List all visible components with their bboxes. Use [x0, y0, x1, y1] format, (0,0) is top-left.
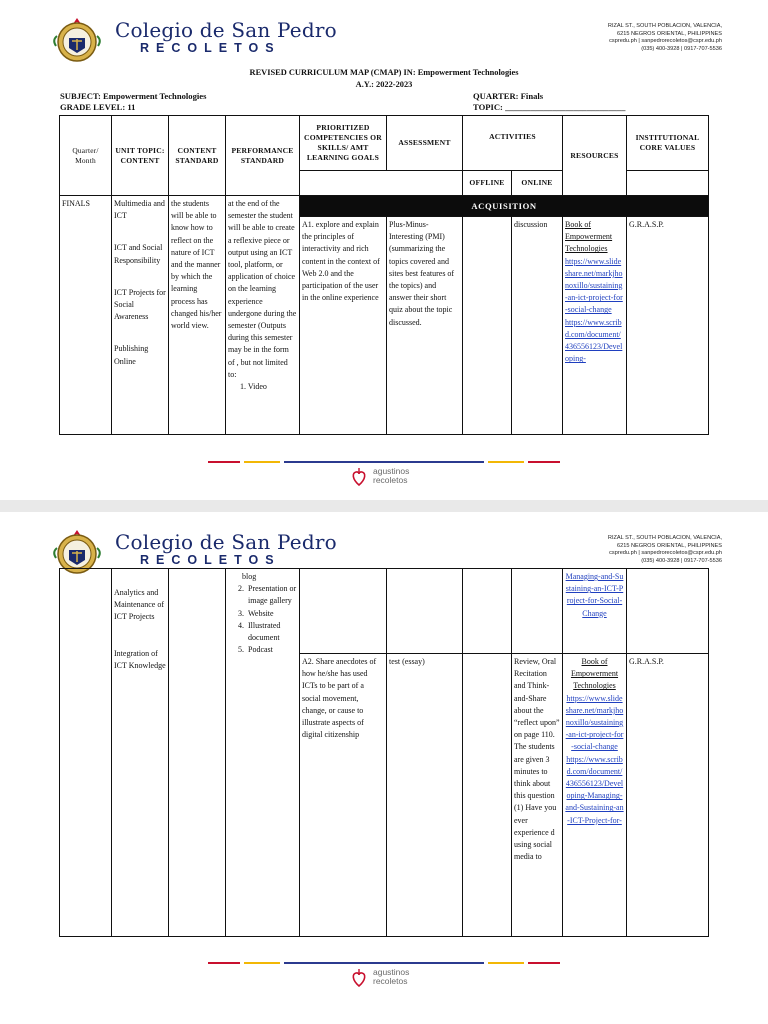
unit-topic-cell [112, 569, 169, 937]
resource-link[interactable]: https://www.slideshare.net/markjhonoxillo/sustaining-an-ict-project-for-social-change [565, 256, 623, 315]
footer-brand-line: recoletos [373, 975, 408, 986]
header-core-values: INSTITUTIONAL CORE VALUES [627, 116, 709, 171]
school-subname: RECOLETOS [140, 553, 281, 567]
header-content-standard: CONTENT STANDARD [169, 116, 226, 196]
footer-brand-line: recoletos [373, 474, 408, 485]
header-competencies: PRIORITIZED COMPETENCIES OR SKILLS/ AMT LEARNING GOALS [300, 116, 387, 171]
performance-list [228, 583, 297, 656]
school-name: Colegio de San Pedro [115, 530, 337, 554]
address-line: RIZAL ST., SOUTH POBLACION, VALENCIA, [607, 23, 722, 29]
header-resources: RESOURCES [563, 116, 627, 196]
performance-item: blog [242, 572, 257, 581]
footer-stripe [244, 461, 280, 463]
page-separator [0, 500, 768, 512]
contact-line: cspredu.ph | sanpedrorecoletos@cspr.edu.ph [609, 550, 722, 557]
footer-stripe [244, 962, 280, 964]
resources-cell [563, 654, 627, 937]
footer-stripe [284, 962, 484, 964]
footer-brand [373, 968, 409, 985]
competency-cell: A2. Share anecdotes of how he/she has used ICTs to be part of a social movement, change, or cause to illustrate aspects of digital citizenship [300, 654, 387, 937]
agustinos-heart-icon [351, 467, 367, 487]
performance-item: 1. Video [240, 382, 267, 392]
online-cell: Review, Oral Recitation and Think-and-Share about the “reflect upon” on page 110. The students are given 3 minutes to think about this question (1) Have you ever experience d using social media to [512, 654, 563, 937]
online-cell: discussion [512, 217, 563, 435]
core-value-cell: G.R.A.S.P. [627, 217, 709, 435]
offline-cell [463, 217, 512, 435]
header-performance-standard: PERFORMANCE STANDARD [226, 116, 300, 196]
quarter-cell: FINALS [60, 196, 112, 435]
unit-topic: ICT Projects for Social Awareness [114, 287, 166, 322]
footer-stripe [528, 461, 560, 463]
quarter-label: QUARTER: Finals [473, 91, 544, 101]
contact-line: cspredu.ph | sanpedrorecoletos@cspr.edu.ph [609, 38, 722, 45]
footer-stripe [208, 461, 240, 463]
footer-brand-line: agustinos [373, 466, 410, 476]
resources-cell [563, 217, 627, 435]
unit-topic: ICT and Social Responsibility [114, 243, 163, 265]
header-quarter: Quarter/ Month [60, 116, 112, 196]
curriculum-map-table-continued [59, 568, 709, 937]
header-assessment: ASSESSMENT [387, 116, 463, 171]
document-title: REVISED CURRICULUM MAP (CMAP) IN: Empowerment Technologies [249, 68, 519, 77]
page-footer [0, 962, 768, 1022]
subject-label: SUBJECT: Empowerment Technologies [60, 91, 207, 101]
content-standard-cell [169, 569, 226, 937]
quarter-cell [60, 569, 112, 937]
contact-line: (035) 400-3928 | 0917-707-5536 [641, 557, 722, 564]
footer-brand [373, 467, 409, 484]
core-value-cell: G.R.A.S.P. [627, 654, 709, 937]
page-1 [0, 0, 768, 500]
header-unit-topic: UNIT TOPIC: CONTENT [112, 116, 169, 196]
unit-topic: Multimedia and ICT [114, 199, 165, 221]
letterhead [0, 0, 768, 60]
contact-line: (035) 400-3928 | 0917-707-5536 [641, 45, 722, 52]
unit-topic: Integration of ICT Knowledge [114, 648, 166, 670]
footer-stripe [488, 461, 524, 463]
address-line: 6215 NEGROS ORIENTAL, PHILIPPINES [617, 542, 722, 549]
competency-cell: A1. explore and explain the principles of interactivity and rich content in the context of Web 2.0 and the participation of the user in the online experience [300, 217, 387, 435]
footer-stripe [284, 461, 484, 463]
school-name: Colegio de San Pedro [115, 18, 337, 42]
topic-label: TOPIC: ____________________________ [473, 102, 626, 112]
performance-item: 2. Presentation or image gallery [246, 583, 297, 607]
resource-book: Book of Empowerment Technologies [570, 657, 619, 691]
letterhead [0, 512, 768, 572]
resource-link[interactable]: https://www.scribd.com/document/436556123/Developing-Managing-and-Sustaining-an-ICT-Project-for- [565, 754, 624, 825]
assessment-cell: test (essay) [387, 654, 463, 937]
school-seal-icon [52, 16, 102, 62]
resource-book: Book of Empowerment Technologies [565, 220, 613, 254]
performance-list [228, 571, 297, 583]
acquisition-banner: ACQUISITION [300, 196, 709, 217]
address-line: RIZAL ST., SOUTH POBLACION, VALENCIA, [607, 535, 722, 541]
footer-stripe [528, 962, 560, 964]
performance-item: 5. Podcast [246, 644, 297, 656]
resource-link[interactable]: Managing-and-Sustaining-an-ICT-Project-for-Social-Change [563, 569, 627, 654]
page-2 [0, 512, 768, 1012]
document-title-block [0, 67, 768, 91]
performance-standard-text: at the end of the semester the student will be able to create a reflexive piece or output using an ICT tool, platform, or application of choice on the learning experience undergone during the semester (Outputs during this semester may be in the form of , but not limited to: [228, 199, 297, 379]
agustinos-heart-icon [351, 968, 367, 988]
grade-level-label: GRADE LEVEL: 11 [60, 102, 136, 112]
unit-topic: Analytics and Maintenance of ICT Projects [114, 588, 164, 622]
assessment-cell: Plus-Minus-Interesting (PMI) (summarizing the topics covered and sites best features of the topics) and answer their short quiz about the topic discussed. [387, 217, 463, 435]
performance-standard-cell [226, 569, 300, 937]
academic-year: A.Y.: 2022-2023 [355, 80, 413, 89]
content-standard-cell: the students will be able to know how to reflect on the nature of ICT and the manner by which the learning process has changed his/her world view. [169, 196, 226, 435]
header-online: ONLINE [512, 171, 563, 196]
footer-brand-line: agustinos [373, 967, 410, 977]
performance-item: 3. Website [246, 608, 297, 620]
footer-stripe [488, 962, 524, 964]
footer-stripe [208, 962, 240, 964]
offline-cell [463, 654, 512, 937]
header-offline: OFFLINE [463, 171, 512, 196]
performance-item: 4. Illustrated document [246, 620, 297, 644]
unit-topic: Publishing Online [114, 344, 149, 366]
school-subname: RECOLETOS [140, 41, 281, 55]
header-activities: ACTIVITIES [463, 116, 563, 171]
unit-topic-cell [112, 196, 169, 435]
address-line: 6215 NEGROS ORIENTAL, PHILIPPINES [617, 30, 722, 37]
resource-link[interactable]: https://www.scribd.com/document/436556123/Developing- [565, 317, 623, 364]
performance-standard-cell [226, 196, 300, 435]
resource-link[interactable]: https://www.slideshare.net/markjhonoxillo/sustaining-an-ict-project-for-social-change [565, 693, 624, 752]
curriculum-map-table [59, 115, 709, 435]
school-address [522, 535, 722, 565]
school-address [522, 23, 722, 53]
